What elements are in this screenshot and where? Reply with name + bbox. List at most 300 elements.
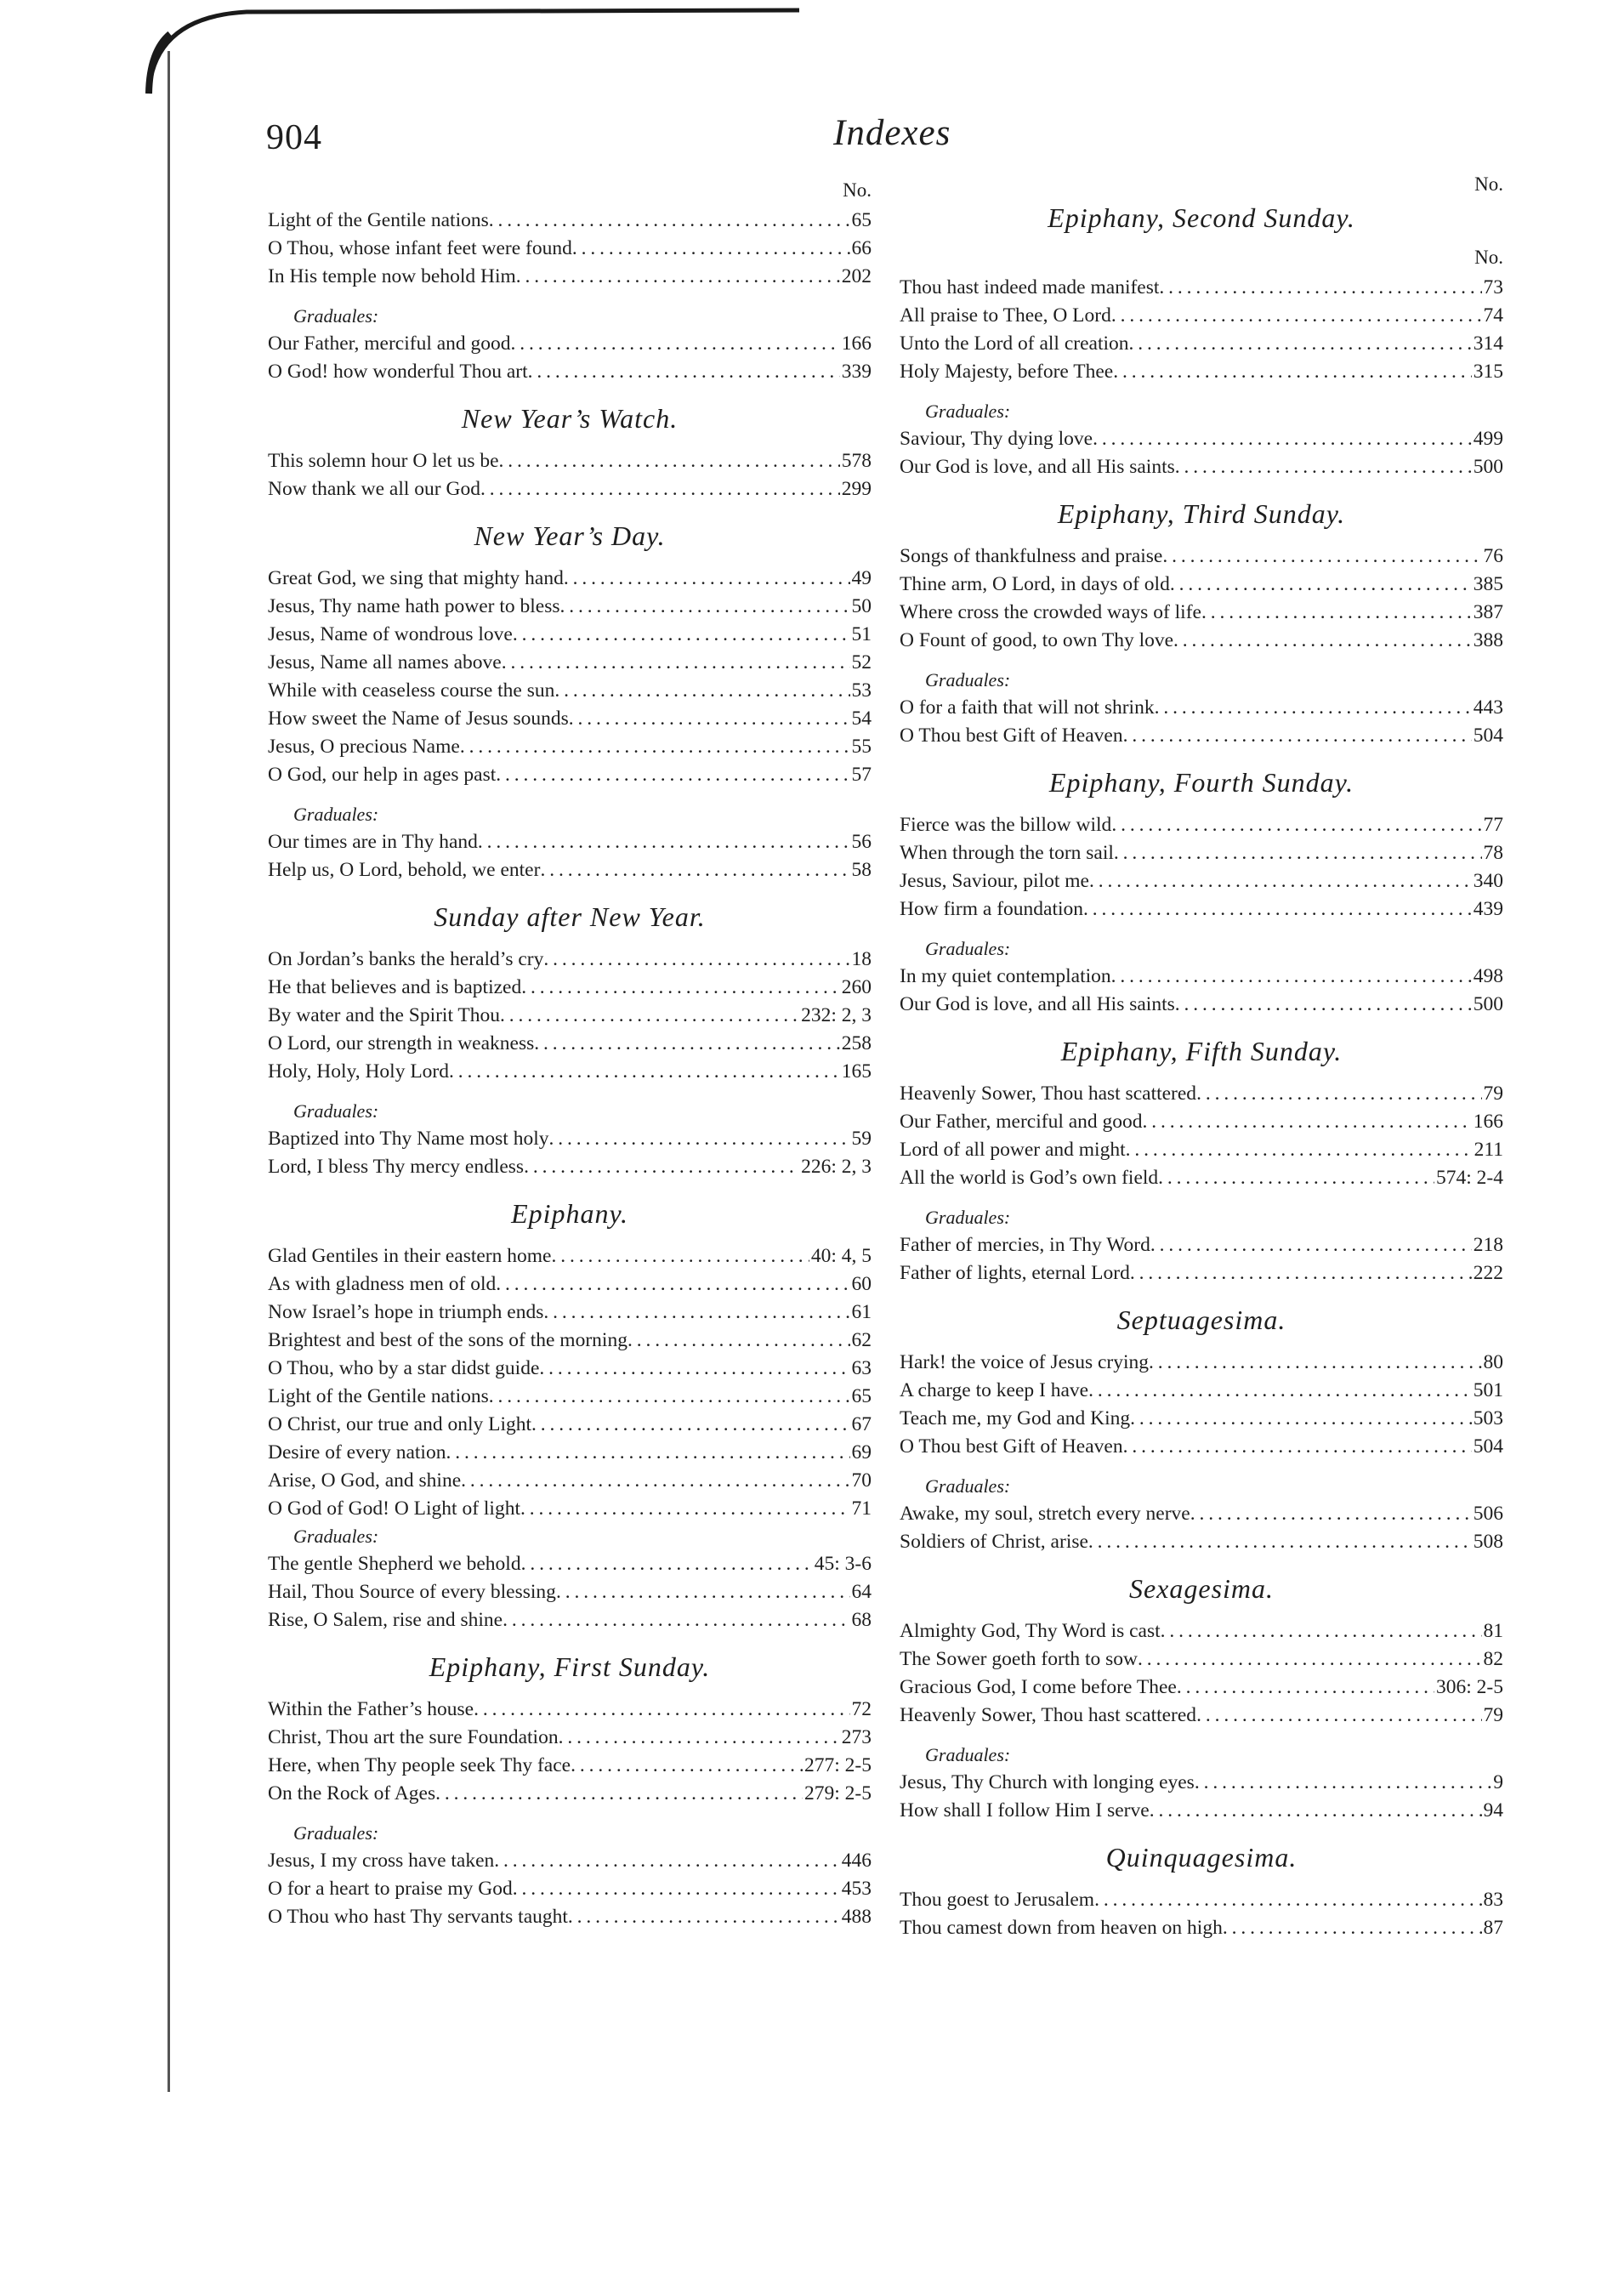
hymn-number: 56: [851, 831, 872, 853]
hymn-title: The Sower goeth forth to sow: [900, 1648, 1138, 1670]
dot-leader: [480, 475, 840, 503]
index-section: [900, 497, 1503, 750]
hymn-title: Thine arm, O Lord, in days of old: [900, 573, 1170, 595]
hymn-number: 578: [841, 450, 872, 472]
index-entry: [268, 761, 872, 789]
hymn-number: 385: [1473, 573, 1503, 595]
graduales-label: Graduales:: [925, 669, 1011, 691]
graduales-entry: [268, 1550, 872, 1578]
hymn-title: Jesus, I my cross have taken: [268, 1850, 495, 1872]
hymn-title: Light of the Gentile nations: [268, 1385, 489, 1407]
hymn-title: Our God is love, and all His saints: [900, 456, 1175, 478]
hymn-number: 50: [851, 595, 872, 617]
index-entry: [900, 1108, 1503, 1136]
hymn-number: 49: [851, 567, 872, 589]
graduales-entry: [268, 828, 872, 856]
hymn-title: Jesus, Saviour, pilot me: [900, 870, 1089, 892]
section-heading: Epiphany, First Sunday.: [429, 1651, 711, 1682]
index-section: [268, 900, 872, 1181]
index-entry: [900, 358, 1503, 386]
hymn-number: 165: [841, 1060, 872, 1083]
hymn-number: 81: [1483, 1620, 1503, 1642]
hymn-number: 339: [841, 361, 872, 383]
hymn-number: 62: [851, 1329, 872, 1351]
dot-leader: [1123, 722, 1472, 750]
dot-leader: [474, 1696, 849, 1724]
hymn-number: 501: [1473, 1379, 1503, 1401]
dot-leader: [1173, 627, 1472, 655]
index-entry: [900, 1349, 1503, 1377]
hymn-title: Jesus, O precious Name: [268, 736, 460, 758]
index-entry: [268, 207, 872, 235]
hymn-number: 500: [1473, 993, 1503, 1015]
dot-leader: [564, 565, 850, 593]
hymn-title: The gentle Shepherd we behold: [268, 1553, 521, 1575]
scan-edge: [0, 0, 850, 111]
hymn-title: Lord, I bless Thy mercy endless: [268, 1156, 525, 1178]
dot-leader: [1088, 1528, 1472, 1556]
dot-leader: [1123, 1433, 1472, 1461]
index-entry: [268, 974, 872, 1002]
hymn-title: O for a faith that will not shrink: [900, 696, 1155, 719]
index-entry: [900, 1405, 1503, 1433]
hymn-title: Help us, O Lord, behold, we enter: [268, 859, 541, 881]
hymn-title: Awake, my soul, stretch every nerve: [900, 1503, 1190, 1525]
index-entry: [268, 1030, 872, 1058]
index-entry: [268, 1411, 872, 1439]
index-entry: [268, 565, 872, 593]
index-section: [268, 1650, 872, 1931]
graduales-label: Graduales:: [293, 1100, 379, 1122]
hymn-number: 499: [1473, 428, 1503, 450]
hymn-title: O God! how wonderful Thou art: [268, 361, 528, 383]
hymn-number: 504: [1473, 1435, 1503, 1458]
hymn-number: 68: [851, 1609, 872, 1631]
dot-leader: [489, 1383, 850, 1411]
dot-leader: [1149, 1349, 1481, 1377]
dot-leader: [449, 1058, 840, 1086]
graduales-entry: [268, 1847, 872, 1875]
index-section: [900, 1303, 1503, 1556]
dot-leader: [435, 1780, 803, 1808]
hymn-number: 60: [851, 1273, 872, 1295]
number-column-label: No.: [1474, 173, 1503, 195]
index-section: [900, 1034, 1503, 1287]
dot-leader: [540, 856, 849, 884]
dot-leader: [1196, 1080, 1481, 1108]
hymn-title: When through the torn sail: [900, 842, 1114, 864]
section-heading: Sexagesima.: [1128, 1573, 1275, 1604]
left-column: [268, 174, 872, 1935]
dot-leader: [627, 1327, 850, 1355]
hymn-number: 72: [851, 1698, 872, 1720]
dot-leader: [1175, 453, 1472, 481]
hymn-title: Baptized into Thy Name most holy: [268, 1128, 549, 1150]
hymn-number: 446: [841, 1850, 872, 1872]
dot-leader: [1089, 867, 1472, 895]
graduales-entry: [268, 358, 872, 386]
index-entry: [268, 705, 872, 733]
dot-leader: [1162, 543, 1481, 571]
hymn-title: Saviour, Thy dying love: [900, 428, 1093, 450]
dot-leader: [1093, 425, 1472, 453]
index-entry: [268, 593, 872, 621]
hymn-title: Jesus, Thy Church with longing eyes: [900, 1771, 1195, 1793]
graduales-entry: [900, 1259, 1503, 1287]
dot-leader: [1130, 1259, 1472, 1287]
index-entry: [268, 733, 872, 761]
hymn-title: Desire of every nation: [268, 1441, 446, 1463]
graduales-label: Graduales:: [925, 401, 1011, 422]
index-entry: [268, 677, 872, 705]
hymn-number: 65: [851, 1385, 872, 1407]
graduales-entry: [268, 1125, 872, 1153]
hymn-title: As with gladness men of old: [268, 1273, 497, 1295]
hymn-title: Where cross the crowded ways of life: [900, 601, 1201, 623]
hymn-number: 55: [851, 736, 872, 758]
dot-leader: [534, 1030, 839, 1058]
dot-leader: [568, 1903, 840, 1931]
dot-leader: [503, 1606, 849, 1634]
hymn-number: 18: [851, 948, 872, 970]
graduales-label: Graduales:: [925, 1475, 1011, 1497]
hymn-number: 226: 2, 3: [801, 1156, 872, 1178]
dot-leader: [461, 1467, 849, 1495]
index-section: [268, 207, 872, 386]
scan-margin-line: [168, 51, 170, 2092]
graduales-entry: [900, 694, 1503, 722]
index-entry: [268, 1495, 872, 1523]
dot-leader: [543, 1299, 849, 1327]
graduales-label: Graduales:: [293, 305, 379, 327]
hymn-title: Light of the Gentile nations: [268, 209, 489, 231]
graduales-entry: [900, 1528, 1503, 1556]
hymn-title: Within the Father’s house: [268, 1698, 474, 1720]
dot-leader: [500, 1002, 799, 1030]
dot-leader: [560, 593, 850, 621]
index-entry: [268, 1724, 872, 1752]
hymn-number: 166: [841, 332, 872, 355]
hymn-number: 488: [841, 1906, 872, 1928]
hymn-title: Here, when Thy people seek Thy face: [268, 1754, 571, 1776]
dot-leader: [1159, 274, 1481, 302]
dot-leader: [1129, 330, 1472, 358]
hymn-title: How sweet the Name of Jesus sounds: [268, 708, 569, 730]
right-column: [900, 168, 1503, 1946]
dot-leader: [1114, 839, 1482, 867]
graduales-label: Graduales:: [293, 1822, 379, 1844]
hymn-number: 64: [851, 1581, 872, 1603]
hymn-number: 211: [1474, 1139, 1503, 1161]
graduales-entry: [900, 1769, 1503, 1797]
hymn-title: Father of lights, eternal Lord: [900, 1262, 1130, 1284]
hymn-number: 574: 2-4: [1436, 1167, 1503, 1189]
index-entry: [900, 1886, 1503, 1914]
index-entry: [900, 1377, 1503, 1405]
hymn-title: Hark! the voice of Jesus crying: [900, 1351, 1150, 1373]
index-entry: [900, 1080, 1503, 1108]
dot-leader: [496, 1270, 849, 1299]
dot-leader: [551, 1242, 809, 1270]
index-entry: [900, 867, 1503, 895]
dot-leader: [1094, 1886, 1481, 1914]
hymn-number: 202: [841, 265, 872, 287]
hymn-number: 51: [851, 623, 872, 645]
dot-leader: [1196, 1702, 1481, 1730]
hymn-number: 82: [1483, 1648, 1503, 1670]
index-entry: [268, 1383, 872, 1411]
graduales-entry: [268, 1875, 872, 1903]
hymn-number: 453: [841, 1878, 872, 1900]
hymn-title: Jesus, Thy name hath power to bless: [268, 595, 560, 617]
hymn-title: Our times are in Thy hand: [268, 831, 478, 853]
hymn-title: O Thou, whose infant feet were found: [268, 237, 572, 259]
index-entry: [900, 599, 1503, 627]
hymn-title: Brightest and best of the sons of the morning: [268, 1329, 627, 1351]
section-heading: Sunday after New Year.: [434, 901, 706, 932]
index-entry: [900, 274, 1503, 302]
section-heading: Epiphany, Third Sunday.: [1057, 498, 1346, 529]
graduales-entry: [900, 991, 1503, 1019]
dot-leader: [572, 235, 850, 263]
index-entry: [900, 627, 1503, 655]
index-entry: [900, 543, 1503, 571]
hymn-title: Unto the Lord of all creation: [900, 332, 1129, 355]
dot-leader: [499, 447, 840, 475]
hymn-number: 65: [851, 209, 872, 231]
dot-leader: [1143, 1108, 1472, 1136]
index-entry: [268, 235, 872, 263]
dot-leader: [569, 705, 850, 733]
hymn-title: Our Father, merciful and good: [900, 1111, 1143, 1133]
index-entry: [900, 1617, 1503, 1645]
hymn-title: Thou goest to Jerusalem: [900, 1889, 1095, 1911]
hymn-title: All praise to Thee, O Lord: [900, 304, 1111, 327]
hymn-title: Holy Majesty, before Thee: [900, 361, 1114, 383]
dot-leader: [1150, 1231, 1472, 1259]
hymn-number: 73: [1483, 276, 1503, 298]
index-entry: [268, 1327, 872, 1355]
hymn-title: By water and the Spirit Thou: [268, 1004, 501, 1026]
index-entry: [268, 1439, 872, 1467]
index-section: [900, 201, 1503, 481]
hymn-number: 306: 2-5: [1436, 1676, 1503, 1698]
index-section: [268, 401, 872, 503]
hymn-number: 439: [1473, 898, 1503, 920]
hymn-title: Now Israel’s hope in triumph ends: [268, 1301, 544, 1323]
hymn-number: 74: [1483, 304, 1503, 327]
hymn-number: 71: [851, 1498, 872, 1520]
dot-leader: [556, 1578, 850, 1606]
hymn-title: O Thou best Gift of Heaven: [900, 1435, 1123, 1458]
graduales-entry: [900, 1797, 1503, 1825]
hymn-number: 315: [1473, 361, 1503, 383]
hymn-number: 504: [1473, 725, 1503, 747]
index-entry: [268, 447, 872, 475]
index-entry: [900, 330, 1503, 358]
hymn-title: Soldiers of Christ, arise: [900, 1531, 1088, 1553]
index-entry: [900, 811, 1503, 839]
graduales-entry: [268, 330, 872, 358]
dot-leader: [1195, 1769, 1491, 1797]
hymn-title: O Christ, our true and only Light: [268, 1413, 532, 1435]
hymn-title: Heavenly Sower, Thou hast scattered: [900, 1083, 1197, 1105]
dot-leader: [520, 1495, 850, 1523]
hymn-title: Now thank we all our God: [268, 478, 480, 500]
section-heading: Epiphany, Fifth Sunday.: [1060, 1036, 1343, 1066]
index-entry: [268, 475, 872, 503]
hymn-number: 54: [851, 708, 872, 730]
graduales-entry: [900, 963, 1503, 991]
index-entry: [268, 1270, 872, 1299]
hymn-title: Songs of thankfulness and praise: [900, 545, 1163, 567]
dot-leader: [513, 621, 850, 649]
hymn-title: Hail, Thou Source of every blessing: [268, 1581, 556, 1603]
hymn-title: Thou hast indeed made manifest: [900, 276, 1160, 298]
hymn-title: Arise, O God, and shine: [268, 1469, 462, 1492]
hymn-number: 66: [851, 237, 872, 259]
dot-leader: [1177, 1674, 1434, 1702]
hymn-number: 57: [851, 764, 872, 786]
hymn-number: 277: 2-5: [804, 1754, 872, 1776]
graduales-entry: [900, 722, 1503, 750]
index-entry: [900, 571, 1503, 599]
dot-leader: [1158, 1164, 1434, 1192]
hymn-number: 69: [851, 1441, 872, 1463]
hymn-title: Jesus, Name of wondrous love: [268, 623, 513, 645]
section-heading: Quinquagesima.: [1105, 1842, 1298, 1873]
hymn-number: 87: [1483, 1917, 1503, 1939]
graduales-label: Graduales:: [293, 804, 379, 825]
dot-leader: [1223, 1914, 1482, 1942]
hymn-title: Jesus, Name all names above: [268, 651, 502, 673]
dot-leader: [1088, 1377, 1472, 1405]
hymn-title: How firm a foundation: [900, 898, 1084, 920]
hymn-title: Holy, Holy, Holy Lord: [268, 1060, 450, 1083]
dot-leader: [511, 330, 840, 358]
dot-leader: [531, 1411, 849, 1439]
dot-leader: [446, 1439, 849, 1467]
hymn-number: 79: [1483, 1704, 1503, 1726]
section-heading: New Year’s Day.: [474, 520, 666, 551]
hymn-title: Rise, O Salem, rise and shine: [268, 1609, 503, 1631]
dot-leader: [1126, 1136, 1473, 1164]
hymn-number: 70: [851, 1469, 872, 1492]
dot-leader: [496, 761, 849, 789]
hymn-number: 52: [851, 651, 872, 673]
hymn-title: Great God, we sing that mighty hand: [268, 567, 564, 589]
hymn-title: O Fount of good, to own Thy love: [900, 629, 1174, 651]
dot-leader: [1150, 1797, 1482, 1825]
index-section: [900, 765, 1503, 1019]
hymn-number: 45: 3-6: [814, 1553, 872, 1575]
index-section: [900, 1840, 1503, 1942]
dot-leader: [1175, 991, 1472, 1019]
dot-leader: [489, 207, 850, 235]
hymn-title: In His temple now behold Him: [268, 265, 516, 287]
hymn-number: 258: [841, 1032, 872, 1054]
index-entry: [268, 1058, 872, 1086]
index-entry: [900, 1914, 1503, 1942]
dot-leader: [1130, 1405, 1472, 1433]
hymn-number: 273: [841, 1726, 872, 1748]
graduales-entry: [900, 425, 1503, 453]
index-entry: [900, 1645, 1503, 1674]
hymn-title: Lord of all power and might: [900, 1139, 1126, 1161]
index-entry: [900, 302, 1503, 330]
index-entry: [900, 895, 1503, 924]
graduales-label: Graduales:: [293, 1526, 379, 1547]
dot-leader: [571, 1752, 803, 1780]
hymn-number: 166: [1473, 1111, 1503, 1133]
hymn-number: 59: [851, 1128, 872, 1150]
hymn-number: 80: [1483, 1351, 1503, 1373]
index-entry: [268, 1002, 872, 1030]
graduales-entry: [268, 1578, 872, 1606]
dot-leader: [513, 1875, 840, 1903]
dot-leader: [1155, 694, 1472, 722]
section-heading: Epiphany, Fourth Sunday.: [1048, 767, 1354, 798]
section-heading: Epiphany, Second Sunday.: [1048, 202, 1355, 233]
hymn-number: 443: [1473, 696, 1503, 719]
hymn-number: 506: [1473, 1503, 1503, 1525]
hymn-title: Heavenly Sower, Thou hast scattered: [900, 1704, 1197, 1726]
dot-leader: [521, 1550, 813, 1578]
hymn-title: O God, our help in ages past: [268, 764, 497, 786]
index-entry: [268, 1467, 872, 1495]
page-title: Indexes: [833, 113, 951, 153]
graduales-entry: [268, 856, 872, 884]
dot-leader: [478, 828, 850, 856]
hymn-title: How shall I follow Him I serve: [900, 1799, 1150, 1821]
hymn-title: Christ, Thou art the sure Foundation: [268, 1726, 559, 1748]
dot-leader: [539, 1355, 849, 1383]
index-entry: [268, 1780, 872, 1808]
hymn-title: O for a heart to praise my God: [268, 1878, 513, 1900]
hymn-title: In my quiet contemplation: [900, 965, 1111, 987]
dot-leader: [1111, 811, 1481, 839]
hymn-number: 340: [1473, 870, 1503, 892]
hymn-title: A charge to keep I have: [900, 1379, 1089, 1401]
hymn-number: 222: [1473, 1262, 1503, 1284]
dot-leader: [543, 946, 849, 974]
hymn-title: O Lord, our strength in weakness: [268, 1032, 535, 1054]
index-entry: [268, 1355, 872, 1383]
index-entry: [268, 1696, 872, 1724]
hymn-number: 498: [1473, 965, 1503, 987]
dot-leader: [1201, 599, 1472, 627]
hymn-title: Fierce was the billow wild: [900, 814, 1112, 836]
index-entry: [268, 263, 872, 291]
graduales-entry: [268, 1153, 872, 1181]
hymn-title: Our God is love, and all His saints: [900, 993, 1175, 1015]
graduales-entry: [900, 1500, 1503, 1528]
index-entry: [900, 839, 1503, 867]
index-section: [268, 519, 872, 884]
hymn-title: While with ceaseless course the sun: [268, 679, 555, 702]
dot-leader: [502, 649, 850, 677]
hymn-number: 232: 2, 3: [801, 1004, 872, 1026]
page-number: 904: [266, 118, 322, 157]
hymn-number: 58: [851, 859, 872, 881]
index-entry: [900, 1702, 1503, 1730]
hymn-number: 314: [1473, 332, 1503, 355]
hymn-title: All the world is God’s own field: [900, 1167, 1159, 1189]
index-entry: [900, 1164, 1503, 1192]
hymn-number: 77: [1483, 814, 1503, 836]
index-entry: [900, 1674, 1503, 1702]
dot-leader: [1138, 1645, 1482, 1674]
